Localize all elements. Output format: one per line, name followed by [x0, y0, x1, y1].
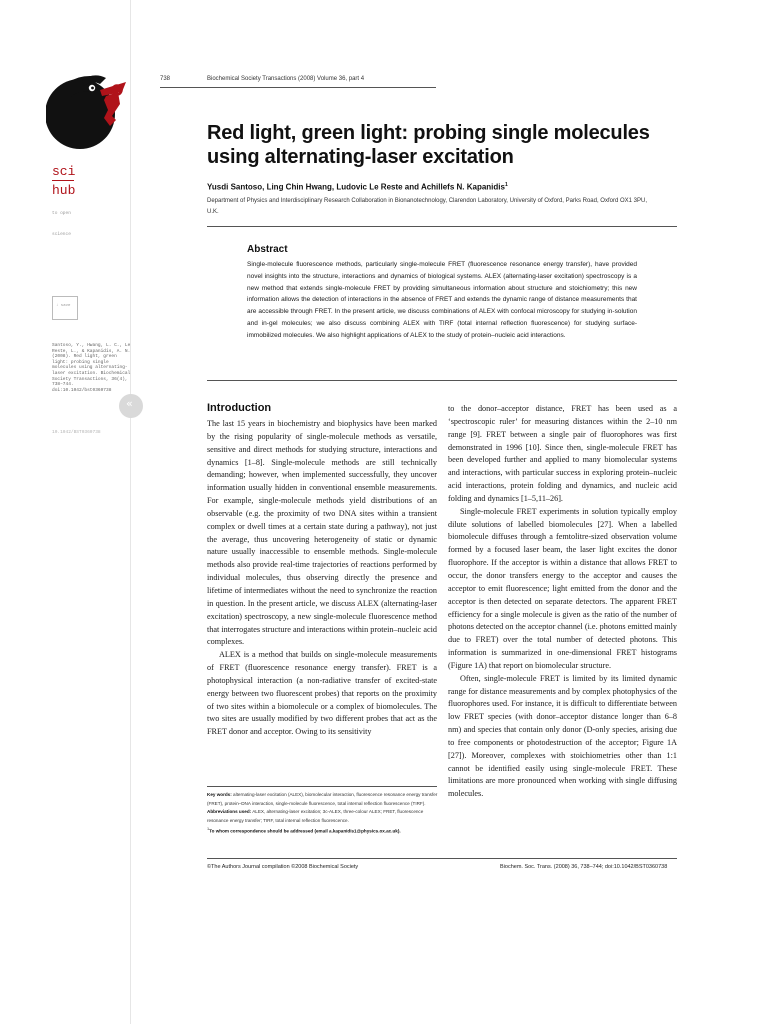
abstract-heading: Abstract: [247, 244, 288, 255]
author-mark: 1: [504, 182, 508, 188]
page-number: 738: [160, 76, 171, 82]
article-title: Red light, green light: probing single molecules using alternating-laser excitation: [207, 122, 650, 168]
title-rule: [207, 226, 677, 227]
intro-heading: Introduction: [207, 402, 272, 414]
abstract-text: Single-molecule fluorescence methods, particularly single-molecule FRET (fluorescence resonance energy transfer), have provided novel insights into the structure, interactions and dynamics of biological systems. ALEX (alternating-laser excitation) spectroscopy is a new method that extends single-molecule FRET by providing simultaneous information about structure and stoichiometry; this new information allows the detection of interactions in the absence of FRET and extends the dynamic range of distance measurements that are accessible through FRET. In the present article, we discuss combinations of ALEX with confocal microscopy for studying in-solution and in-gel molecules; we also discuss combining ALEX with TIRF (total internal reflection fluorescence) for studying surface-immobilized molecules. We also highlight applications of ALEX to the study of protein–nucleic acid interactions.: [247, 261, 637, 339]
abstract-rule: [207, 380, 677, 381]
authors-text: Yusdi Santoso, Ling Chin Hwang, Ludovic Le Reste and Achillefs N. Kapanidis: [207, 182, 505, 192]
footer-rule: [207, 858, 677, 859]
correspondence-mark: 1: [207, 827, 210, 832]
copyright: ©The Authors Journal compilation ©2008 Biochemical Society: [207, 864, 359, 870]
chevron-left-icon: «: [126, 397, 133, 410]
correspondence-row: [207, 825, 439, 836]
abbrev-text: ALEX, alternating-laser excitation; 3c-ALEX, three-colour ALEX; FRET, fluorescence resonance energy transfer; TIRF, total internal reflection fluorescence.: [207, 809, 424, 823]
abbrev-row: [207, 808, 439, 825]
collapse-sidebar-button[interactable]: [119, 394, 143, 418]
scihub-tagline: to open: [52, 211, 71, 216]
right-paragraph-3: Often, single-molecule FRET is limited by its limited dynamic range for distance measurements and by complex photophysics of the fluorophores used. For instance, it is difficult to differentiate between low FRET species (with donor–acceptor distance longer than 6–8 nm) and species that contain only donor (D-only species, arising due to free components or photodestruction of the acceptor; Figure 1A [27]). Moreover, complexes with stoichiometries other than 1:1 cannot be identified easily using single-molecule FRET. These limitations are more pronounced when working with single diffusing molecules.: [448, 673, 677, 799]
author-list: [207, 182, 508, 192]
keywords-text: alternating-laser excitation (ALEX), biomolecular interaction, fluorescence resonance energy transfer (FRET), protein–DNA interaction, single-molecule fluorescence, total internal reflection fluorescence (TIRF).: [207, 792, 438, 806]
citation-text[interactable]: Santoso, Y., Hwang, L. C., Le Reste, L., & Kapanidis, A. N. (2008). Red light, green light: probing single molecules using alternating-laser excitation. Biochemical Society Transactions, 36(4), 738–744. doi:10.1042/bst0360738: [52, 343, 131, 393]
footnotes: [207, 791, 439, 837]
correspondence-text[interactable]: To whom correspondence should be addressed (email a.kapanidis1@physics.ox.ac.uk).: [209, 828, 401, 834]
scihub-raven-logo[interactable]: [46, 70, 130, 154]
keywords-label: Key words:: [207, 792, 232, 797]
scihub-logo-bottom: hub: [52, 183, 76, 198]
right-paragraph-1: to the donor–acceptor distance, FRET has been used as a ‘spectroscopic ruler’ for measuring distances within the 2–10 nm range [9]. FRET between a single pair of fluorophores was first demonstrated in 1996 [10]. Since then, single-molecule FRET has been developed further and applied to many biomolecular systems and interactions, with particular success in exploring protein–nucleic acid interactions, protein folding and dynamics, and nucleic acid folding and dynamics [1–5,11–26].: [448, 404, 677, 503]
right-paragraph-2: Single-molecule FRET experiments in solution typically employ dilute solutions of labelled biomolecules [27]. When a labelled biomolecule diffuses through a femtolitre-sized observation volume formed by a focused laser beam, the laser light excites the donor fluorophore. If the acceptor is within a distance that allows FRET to occur, the donor transfers energy to the acceptor and causes the acceptor to emit fluorescence; light emitted from the donor and the acceptor is then detected on separate detectors. The apparent FRET efficiency for a single molecule is given as the ratio of the number of photons detected on the acceptor channel (i.e. photons emitted mainly due to FRET) over the total number of detected photons. This information is summarized in one-dimensional FRET histograms (Figure 1A) that report on biomolecular structure.: [448, 506, 677, 670]
footnote-rule: [207, 786, 437, 787]
header-rule: [160, 87, 436, 88]
keywords-row: [207, 791, 439, 808]
intro-paragraph-2: ALEX is a method that builds on single-molecule measurements of FRET (fluorescence resonance energy transfer). FRET is a photophysical interaction (a non-radiative transfer of excited-state energy between two fluorescent probes) that reports on the proximity of two sites within a biomolecule or a complex of biomolecules. The two sites are usually modified by two different probes that act as the FRET donor and acceptor. Owing to its sensitivity: [207, 650, 437, 737]
sidebar-doi[interactable]: 10.1042/BST0360738: [52, 430, 101, 435]
affiliation: Department of Physics and Interdisciplinary Research Collaboration in Bionanotechnology, Clarendon Laboratory, University of Oxford, Parks Road, Oxford OX1 3PU, U.K.: [207, 198, 647, 215]
save-button-label: ↓ save: [56, 304, 71, 308]
left-column: [207, 418, 437, 739]
save-button[interactable]: [52, 296, 78, 320]
footer-citation: Biochem. Soc. Trans. (2008) 36, 738–744; doi:10.1042/BST0360738: [500, 864, 668, 870]
journal-header: Biochemical Society Transactions (2008) Volume 36, part 4: [207, 76, 365, 82]
abbrev-label: Abbreviations used:: [207, 809, 252, 815]
intro-paragraph-1: The last 15 years in biochemistry and biophysics have been marked by the rising popularity of single-molecule methods as versatile, sensitive and direct methods for studying structure, interactions and dynamics [1–8]. Single-molecule methods are still technically demanding; however, when implemented successfully, they uncover information usually hidden in conventional ensemble measurements. For example, single-molecule methods yield distributions of an observable (e.g. the proximity of two DNA sites within a transient complex or dwell times at a certain state during a pathway), not just the average, thus uncovering heterogeneity of static or dynamic nature usually inaccessible to ensemble methods. Single-molecule methods also provide real-time trajectories of reactions performed by individual molecules, thus observing directly the presence and lifetime of intermediates without the need to synchronize the reaction in question. In the present article, we discuss ALEX (alternating-laser excitation) spectroscopy, a new single-molecule fluorescence method that interrogates structure and interactions within protein–nucleic acid complexes.: [207, 419, 437, 647]
right-column: [448, 403, 677, 801]
scihub-sidebar: [0, 0, 131, 1024]
scihub-tagline-2: science: [52, 232, 71, 237]
logo-divider: [52, 180, 74, 181]
scihub-logo-top: sci: [52, 164, 76, 179]
